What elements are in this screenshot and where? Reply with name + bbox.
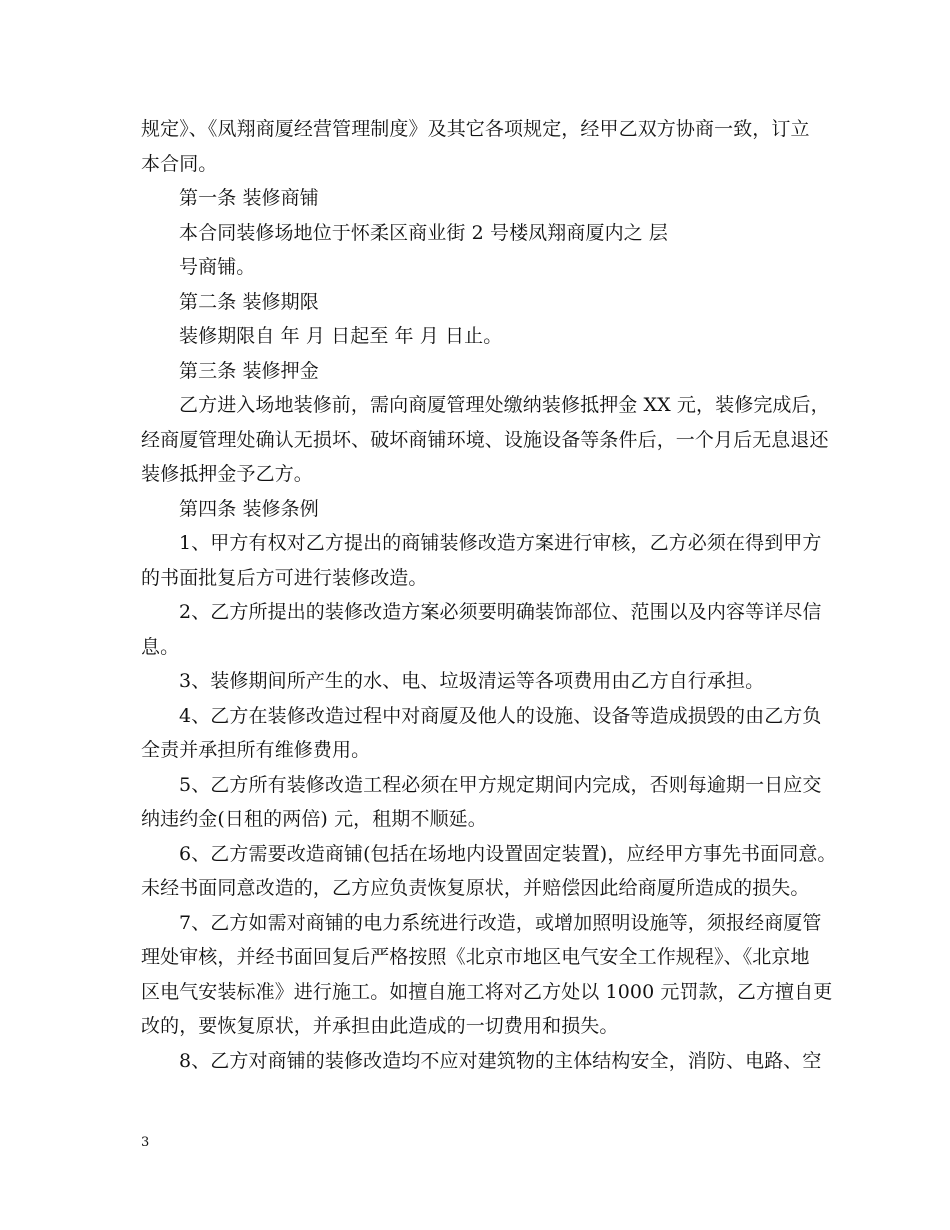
text-line: 理处审核，并经书面回复后严格按照《北京市地区电气安全工作规程》、《北京地 bbox=[141, 946, 810, 968]
text-line: 改的，要恢复原状，并承担由此造成的一切费用和损失。 bbox=[141, 1015, 619, 1037]
article-3-heading: 第三条 装修押金 bbox=[179, 359, 319, 382]
clause-6 bbox=[141, 837, 841, 906]
text-line: 8、乙方对商铺的装修改造均不应对建筑物的主体结构安全，消防、电路、空 bbox=[179, 1049, 822, 1072]
clause-1 bbox=[141, 526, 841, 595]
paragraph-article-2 bbox=[141, 319, 841, 354]
text-line: 1、甲方有权对乙方提出的商铺装修改造方案进行审核，乙方必须在得到甲方 bbox=[179, 532, 822, 554]
text-line: 区电气安装标准》进行施工。如擅自施工将对乙方处以 1000 元罚款，乙方擅自更 bbox=[141, 980, 833, 1003]
clause-5 bbox=[141, 768, 841, 837]
document-body bbox=[141, 112, 841, 1078]
clause-8 bbox=[141, 1044, 841, 1079]
text-line: 的书面批复后方可进行装修改造。 bbox=[141, 566, 428, 589]
text-line: 5、乙方所有装修改造工程必须在甲方规定期间内完成，否则每逾期一日应交 bbox=[179, 773, 822, 796]
text-line: 乙方进入场地装修前，需向商厦管理处缴纳装修抵押金 XX 元，装修完成后， bbox=[179, 394, 830, 416]
clause-2 bbox=[141, 595, 841, 664]
section-heading bbox=[141, 285, 841, 320]
paragraph-article-3 bbox=[141, 388, 841, 492]
paragraph-article-1 bbox=[141, 216, 841, 285]
page-number: 3 bbox=[141, 1135, 150, 1150]
text-line: 号商铺。 bbox=[179, 256, 256, 278]
section-heading bbox=[141, 492, 841, 527]
text-line: 息。 bbox=[141, 635, 180, 658]
clause-7 bbox=[141, 906, 841, 1044]
text-line: 7、乙方如需对商铺的电力系统进行改造，或增加照明设施等，须报经商厦管 bbox=[179, 911, 822, 934]
text-line: 规定》、《凤翔商厦经营管理制度》及其它各项规定，经甲乙双方协商一致，订立 bbox=[141, 118, 810, 140]
text-line: 装修期限自 年 月 日起至 年 月 日止。 bbox=[179, 325, 503, 347]
article-4-heading: 第四条 装修条例 bbox=[179, 497, 319, 520]
section-heading bbox=[141, 181, 841, 216]
text-line: 3、装修期间所产生的水、电、垃圾清运等各项费用由乙方自行承担。 bbox=[179, 670, 765, 692]
paragraph-intro bbox=[141, 112, 841, 181]
section-heading bbox=[141, 354, 841, 389]
clause-3 bbox=[141, 664, 841, 699]
text-line: 本合同。 bbox=[141, 152, 218, 175]
text-line: 未经书面同意改造的，乙方应负责恢复原状，并赔偿因此给商厦所造成的损失。 bbox=[141, 877, 810, 899]
clause-4 bbox=[141, 699, 841, 768]
text-line: 装修抵押金予乙方。 bbox=[141, 463, 313, 485]
text-line: 2、乙方所提出的装修改造方案必须要明确装饰部位、范围以及内容等详尽信 bbox=[179, 601, 822, 623]
text-line: 经商厦管理处确认无损坏、破坏商铺环境、设施设备等条件后，一个月后无息退还 bbox=[141, 428, 829, 451]
article-2-heading: 第二条 装修期限 bbox=[179, 290, 319, 313]
text-line: 6、乙方需要改造商铺(包括在场地内设置固定装置)，应经甲方事先书面同意。 bbox=[179, 842, 837, 865]
text-line: 本合同装修场地位于怀柔区商业街 2 号楼凤翔商厦内之 层 bbox=[179, 221, 669, 244]
text-line: 4、乙方在装修改造过程中对商厦及他人的设施、设备等造成损毁的由乙方负 bbox=[179, 704, 822, 727]
text-line: 全责并承担所有维修费用。 bbox=[141, 739, 371, 761]
article-1-heading: 第一条 装修商铺 bbox=[179, 187, 319, 209]
text-line: 纳违约金(日租的两倍) 元，租期不顺延。 bbox=[141, 808, 487, 830]
